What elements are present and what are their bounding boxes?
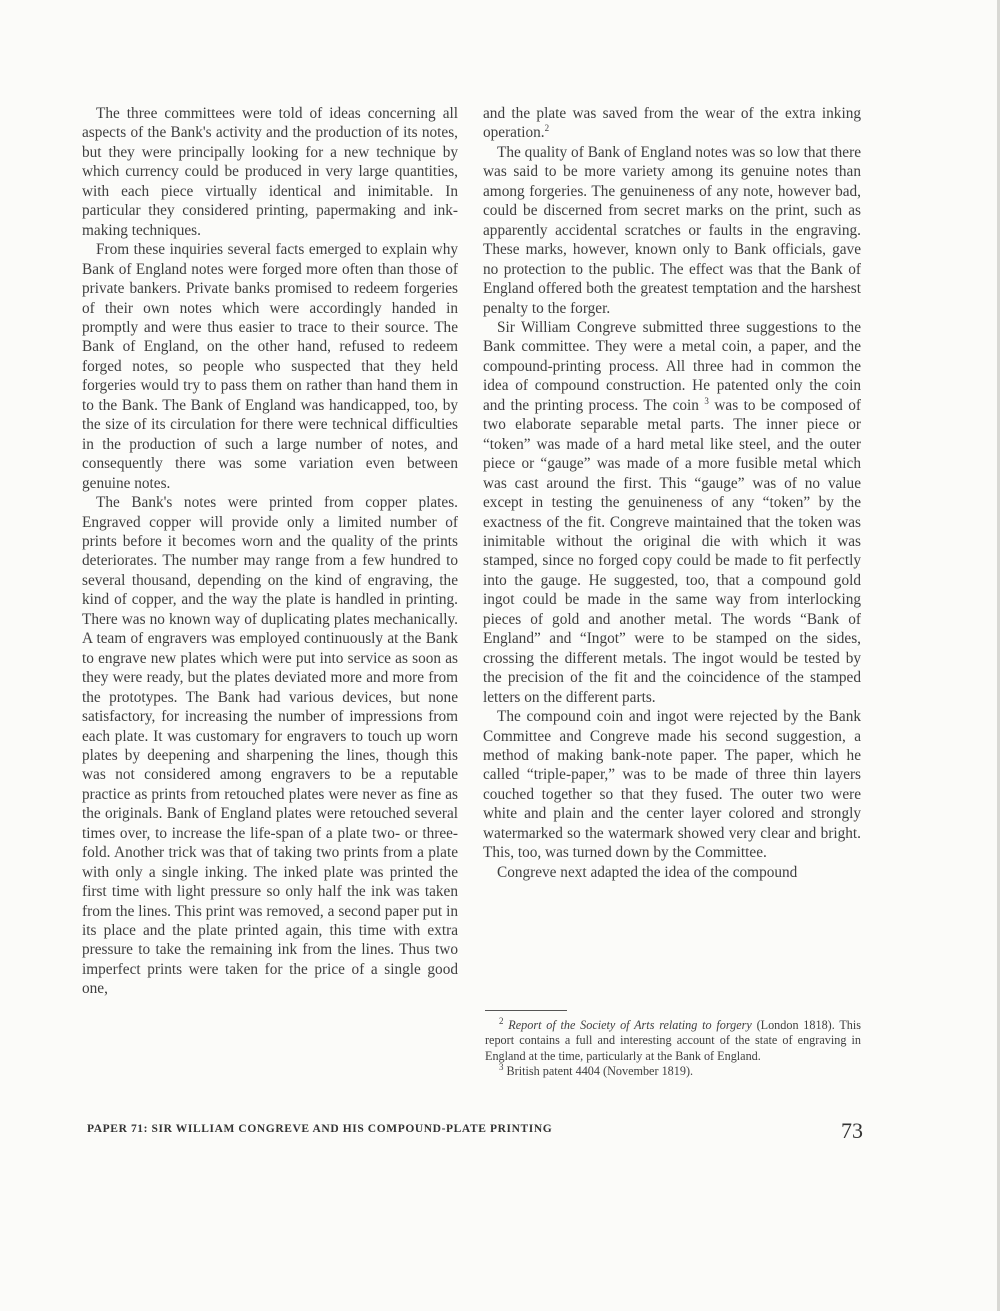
footnotes [485, 1015, 862, 1079]
footnote-citation-title: Report of the Society of Arts relating to forgery [508, 1018, 752, 1032]
footnote-text: British patent 4404 (November 1819). [503, 1063, 694, 1078]
paragraph: From these inquiries several facts emerged to explain why Bank of England notes were forged more often than those of private bankers. Private banks promised to redeem forgeries of their own notes which were accordingly handed in promptly and were thus easier to trace to their source. The Bank of England, on the other hand, refused to redeem forged notes, so people who suspected that they held forgeries would try to pass them on rather than hand them in to the Bank. The Bank of England was handicapped, too, by the size of its circulation for there were technical difficulties in the production of such a large number of notes, and consequently there was some variation even between genuine notes. [82, 241, 458, 492]
page-footer [87, 1120, 863, 1150]
footnote-number: 3 [499, 1061, 504, 1072]
paragraph: The compound coin and ingot were rejected by the Bank Committee and Congreve made his second suggestion, a method of making bank-note paper. The paper, which he called “triple-paper,” was to be made of three thin layers couched together so that they fused. The outer two were white and plain and the center layer colored and strongly watermarked so the watermark showed very clear and bright. This, too, was turned down by the Committee. [483, 708, 861, 862]
paragraph: Congreve next adapted the idea of the compound [497, 863, 798, 881]
paragraph-text: Sir William Congreve submitted three suggestions to the Bank committee. They were a metal coin, a paper, and the compound-printing process. All three had in common the idea of compound construction. He patented only the coin and the printing process. The coin [483, 318, 861, 414]
footnote-ref: 3 [704, 395, 709, 406]
footnote [485, 1015, 862, 1064]
footnote [485, 1061, 861, 1079]
right-column [483, 104, 861, 882]
paragraph-text: was to be composed of two elaborate separable metal parts. The inner piece or “token” was made of a hard metal like steel, and the outer piece or “gauge” was made of a more fusible metal which was cast around the first. This “gauge” was of no value except in testing the genuineness of any “token” by the exactness of the fit. Congreve maintained that the token was inimitable without the original die with which it was stamped, since no forged copy could be made to fit perfectly into the gauge. He suggested, too, that a compound gold ingot could be made in the same way from interlocking pieces of gold and another metal. The words “Bank of England” and “Ingot” were to be stamped on the sides, crossing the different metals. The ingot would be tested by the precision of the fit and the coincidence of the stamped letters on the different parts. [483, 396, 862, 706]
running-footer-title: PAPER 71: SIR WILLIAM CONGREVE AND HIS COMPOUND-PLATE PRINTING [87, 1123, 553, 1135]
footnote-text: (London 1818). This report contains a full and interesting account of the state of engraving in England at the time, particularly at the Bank of England. [485, 1018, 862, 1063]
footnote-number: 2 [499, 1015, 504, 1026]
paragraph [483, 318, 861, 707]
footnote-divider [485, 1010, 567, 1011]
paragraph: The Bank's notes were printed from copper plates. Engraved copper will provide only a limited number of prints before it becomes worn and the quality of the prints deteriorates. The number may range from a few hundred to several thousand, depending on the kind of engraving, the kind of copper, and the way the plate is handled in printing. There was no known way of duplicating plates mechanically. A team of engravers was employed continuously at the Bank to engrave new plates which were put into service as soon as they were ready, but the plates deviated more and more from the prototypes. The Bank had various devices, but none satisfactory, for increasing the number of impressions from each plate. It was customary for engravers to touch up worn plates by deepening and sharpening the lines, though this was not considered among engravers to be a reputable practice as prints from retouched plates were never as fine as the originals. Bank of England plates were retouched several times over, to increase the life-span of a plate two- or three-fold. Another trick was that of taking two prints from a plate with only a single inking. The inked plate was printed the first time with light pressure so only half the ink was taken from the lines. This print was removed, a second paper put in its place and the plate printed again, this time with extra pressure to take the remaining ink from the lines. Thus two imperfect prints were taken for the price of a single good one, [82, 494, 458, 998]
paragraph-text: and the plate was saved from the wear of the extra inking operation. [483, 105, 861, 142]
page-number: 73 [841, 1118, 863, 1143]
footnote-ref: 2 [544, 123, 550, 134]
paragraph: The three committees were told of ideas concerning all aspects of the Bank's activity and the production of its notes, but they were principally looking for a new technique by which currency could be produced in very large quantities, with each piece virtually identical and inimitable. In particular they considered printing, papermaking and ink-making techniques. [82, 105, 458, 239]
paragraph [483, 104, 861, 143]
left-column [82, 104, 458, 999]
paragraph: The quality of Bank of England notes was so low that there was said to be more variety among its genuine notes than among forgeries. The genuineness of any note, however bad, could be discerned from secret marks on the print, such as apparently accidental scratches or faults in the engraving. These marks, however, known only to Bank officials, gave no protection to the public. The effect was that the Bank of England offered both the greatest temptation and the harshest penalty to the forger. [483, 143, 861, 317]
